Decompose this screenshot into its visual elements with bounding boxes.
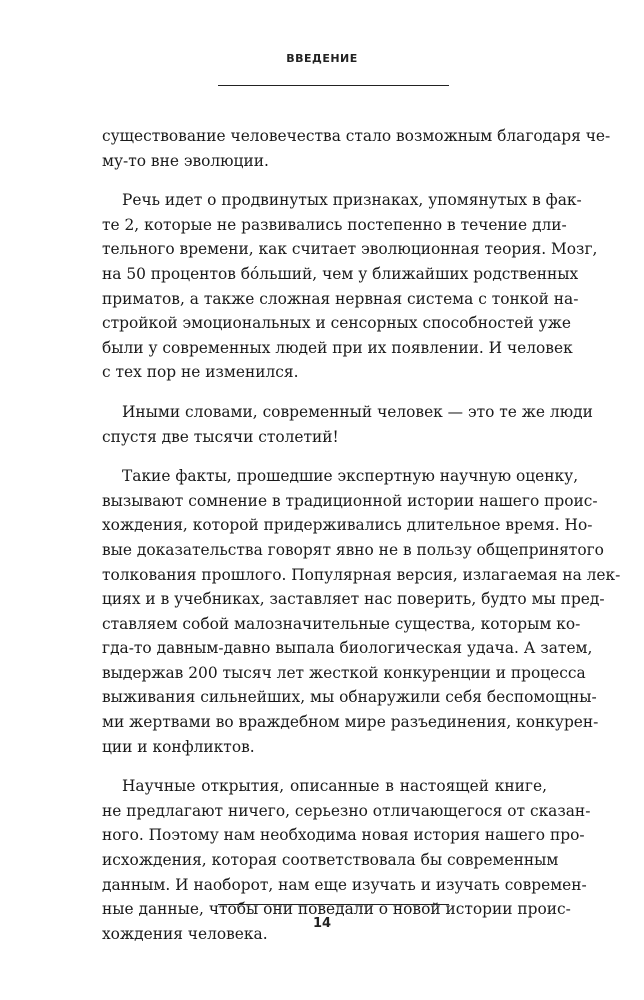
page-number: 14	[312, 916, 332, 931]
text-line: хождения, которой придерживались длительное время. Но-	[102, 516, 593, 535]
text-line: приматов, а также сложная нервная система с тонкой на-	[102, 289, 579, 308]
text-line: спустя две тысячи столетий!	[102, 427, 339, 446]
paragraph-3	[102, 400, 593, 449]
text-line: данным. И наоборот, нам еще изучать и изучать современ-	[102, 875, 587, 894]
text-line: вызывают сомнение в традиционной истории нашего проис-	[102, 491, 598, 510]
text-line: на 50 процентов бо́льший, чем у ближайших родственных	[102, 264, 579, 283]
text-line: тельного времени, как считает эволюционная теория. Мозг,	[102, 240, 598, 259]
text-line: ставляем собой малозначительные существа, которым ко-	[102, 614, 581, 633]
text-line: Иными словами, современный человек — это те же люди	[122, 402, 593, 421]
paragraph-4	[102, 464, 621, 759]
paragraph-1	[102, 124, 611, 173]
text-line: исхождения, которая соответствовала бы современным	[102, 851, 559, 870]
text-line: Такие факты, прошедшие экспертную научную оценку,	[122, 467, 579, 486]
text-line: ные данные, чтобы они поведали о новой истории проис-	[102, 900, 571, 919]
text-line: толкования прошлого. Популярная версия, излагаемая на лек-	[102, 565, 621, 584]
text-line: ми жертвами во враждебном мире разъединения, конкурен-	[102, 713, 599, 732]
text-line: вые доказательства говорят явно не в пользу общепринятого	[102, 540, 604, 559]
text-line: Научные открытия, описанные в настоящей книге,	[122, 777, 547, 796]
text-line: ного. Поэтому нам необходима новая история нашего про-	[102, 826, 585, 845]
text-line: гда-то давным-давно выпала биологическая удача. А затем,	[102, 639, 593, 658]
text-line: выживания сильнейших, мы обнаружили себя беспомощны-	[102, 688, 597, 707]
text-line: были у современных людей при их появлении. И человек	[102, 338, 573, 357]
text-line: стройкой эмоциональных и сенсорных способностей уже	[102, 314, 571, 333]
text-line: выдержав 200 тысяч лет жесткой конкуренции и процесса	[102, 663, 586, 682]
text-line: циях и в учебниках, заставляет нас поверить, будто мы пред-	[102, 590, 605, 609]
body-text	[102, 124, 621, 961]
text-line: те 2, которые не развивались постепенно в течение дли-	[102, 215, 567, 234]
running-header: ВВЕДЕНИЕ	[286, 52, 358, 65]
text-line: хождения человека.	[102, 924, 268, 943]
text-line: ции и конфликтов.	[102, 737, 255, 756]
paragraph-2	[102, 188, 598, 385]
text-line: Речь идет о продвинутых признаках, упомянутых в фак-	[122, 191, 582, 210]
text-line: с тех пор не изменился.	[102, 363, 299, 382]
text-line: му-то вне эволюции.	[102, 151, 269, 170]
text-line: не предлагают ничего, серьезно отличающегося от сказан-	[102, 801, 591, 820]
text-line: существование человечества стало возможным благодаря че-	[102, 127, 611, 145]
header-rule	[218, 85, 449, 86]
footer-rule	[218, 904, 449, 905]
